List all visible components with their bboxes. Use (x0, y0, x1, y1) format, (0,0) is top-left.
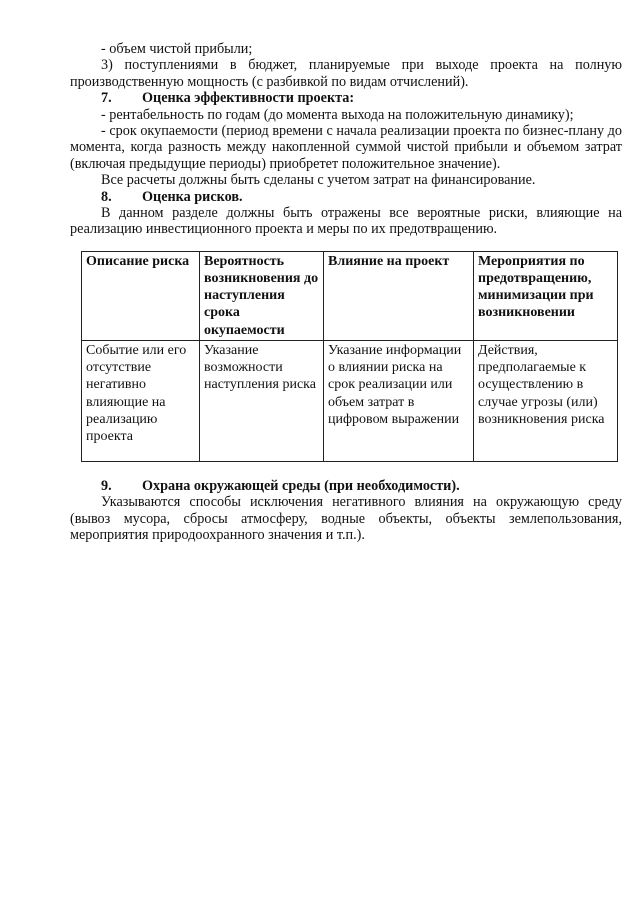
section-9-title: Охрана окружающей среды (при необходимости). (142, 477, 460, 494)
risk-table-header: Описание риска (82, 251, 200, 340)
page-content (70, 41, 622, 544)
risk-table-cell: Указание информации о влиянии риска на срок реализации или объем затрат в цифровом выражении (324, 340, 474, 461)
net-profit-line: - объем чистой прибыли; (101, 41, 253, 57)
section-9-heading (70, 478, 622, 494)
profitability-item: - рентабельность по годам (до момента выхода на положительную динамику); (101, 106, 574, 123)
section-9-number: 9. (101, 477, 112, 494)
risk-table-cell: Указание возможности наступления риска (200, 340, 324, 461)
risk-table-header: Влияние на проект (324, 251, 474, 340)
risk-table-header-row (82, 251, 618, 340)
risk-table-cell: Событие или его отсутствие негативно влияющие на реализацию проекта (82, 340, 200, 461)
section-8-title: Оценка рисков. (142, 188, 243, 205)
section-8-text: В данном разделе должны быть отражены все вероятные риски, влияющие на реализацию инвестиционного проекта и меры по их предотвращению. (70, 205, 622, 238)
payback-item: - срок окупаемости (период времени с начала реализации проекта по бизнес-плану до момента, когда разность между накопленной суммой чистой прибыли и объемом затрат (включая предыдущие периоды) приобретет положительное значение). (70, 123, 622, 172)
section-7-number: 7. (101, 90, 112, 107)
calculation-note: Все расчеты должны быть сделаны с учетом затрат на финансирование. (101, 172, 536, 189)
budget-revenue-line: 3) поступлениями в бюджет, планируемые при выходе проекта на полную производственную мощность (с разбивкой по видам отчислений). (70, 57, 622, 90)
risk-table-cell: Действия, предполагаемые к осуществлению в случае угрозы (или) возникновения риска (474, 340, 618, 461)
risk-table-header: Мероприятия по предотвращению, минимизации при возникновении (474, 251, 618, 340)
risk-table (81, 251, 618, 462)
table-row (82, 340, 618, 461)
section-7-title: Оценка эффективности проекта: (142, 90, 355, 107)
section-8-number: 8. (101, 188, 112, 205)
section-9-text: Указываются способы исключения негативного влияния на окружающую среду (вывоз мусора, сбросы атмосферу, водные объекты, объекты землепользования, мероприятия природоохранного значения и т.п.). (70, 494, 622, 544)
risk-table-header: Вероятность возникновения до наступления срока окупаемости (200, 251, 324, 340)
section-8-heading (70, 189, 622, 205)
section-7-heading (70, 90, 622, 106)
